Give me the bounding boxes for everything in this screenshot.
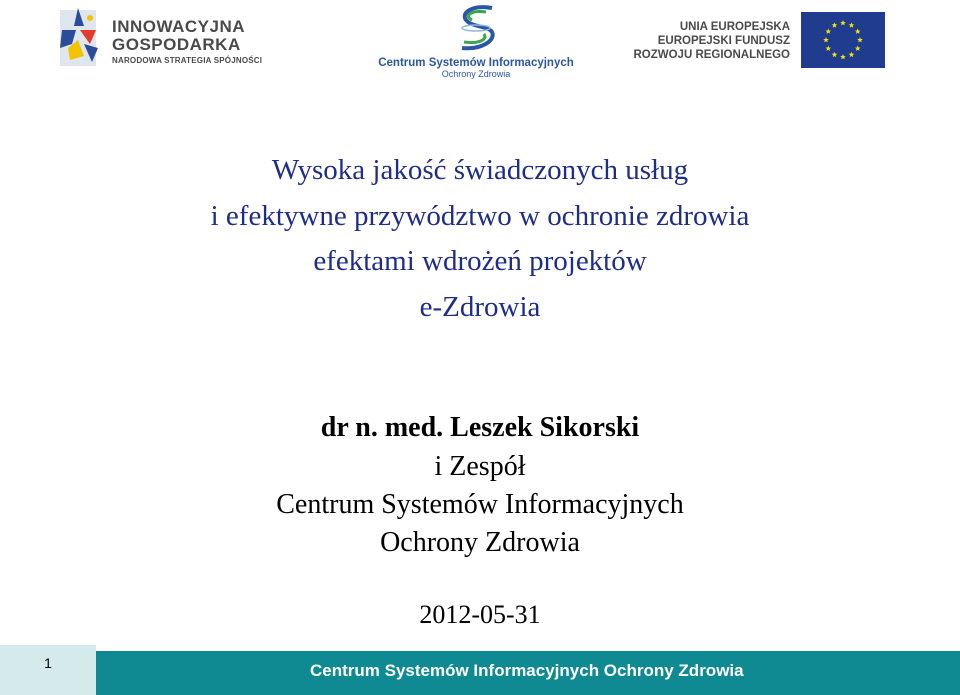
innowacyjna-gospodarka-emblem-icon	[54, 4, 102, 70]
title-line: e-Zdrowia	[419, 290, 541, 323]
author-line: Ochrony Zdrowia	[380, 527, 580, 558]
eu-flag-icon	[801, 12, 885, 68]
csioz-logo-subtitle: Ochrony Zdrowia	[441, 69, 511, 79]
author-name: dr n. med. Leszek Sikorski	[320, 412, 640, 443]
csioz-swirl-icon	[452, 2, 500, 56]
innowacyjna-gospodarka-logo	[54, 4, 264, 72]
eu-fund-text	[633, 20, 790, 62]
csioz-logo-name: Centrum Systemów Informacyjnych	[378, 57, 574, 69]
title-line: Wysoka jakość świadczonych usług	[271, 154, 689, 186]
eu-text-line: EUROPEJSKI FUNDUSZ	[657, 35, 790, 47]
author-block	[0, 408, 960, 562]
logo-text-line: NARODOWA STRATEGIA SPÓJNOŚCI	[112, 56, 263, 65]
presentation-title	[0, 148, 960, 330]
page-number: 1	[44, 655, 52, 671]
csioz-logo	[378, 2, 574, 84]
eu-text-line: UNIA EUROPEJSKA	[679, 21, 790, 33]
page-number-box	[0, 645, 96, 695]
logo-text-line: GOSPODARKA	[112, 35, 241, 54]
eu-text-line: ROZWOJU REGIONALNEGO	[633, 49, 790, 61]
eu-fund-logo	[633, 12, 885, 72]
logo-text-line: INNOWACYJNA	[112, 17, 246, 36]
author-line: Centrum Systemów Informacyjnych	[276, 489, 684, 520]
title-line: i efektywne przywództwo w ochronie zdrowia	[210, 199, 750, 232]
slide-footer	[0, 645, 960, 695]
footer-text: Centrum Systemów Informacyjnych Ochrony Zdrowia	[310, 661, 744, 680]
title-line: efektami wdrożeń projektów	[313, 245, 647, 277]
author-line: i Zespół	[434, 451, 526, 482]
presentation-date: 2012-05-31	[419, 600, 541, 629]
innowacyjna-gospodarka-wordmark	[112, 18, 262, 66]
